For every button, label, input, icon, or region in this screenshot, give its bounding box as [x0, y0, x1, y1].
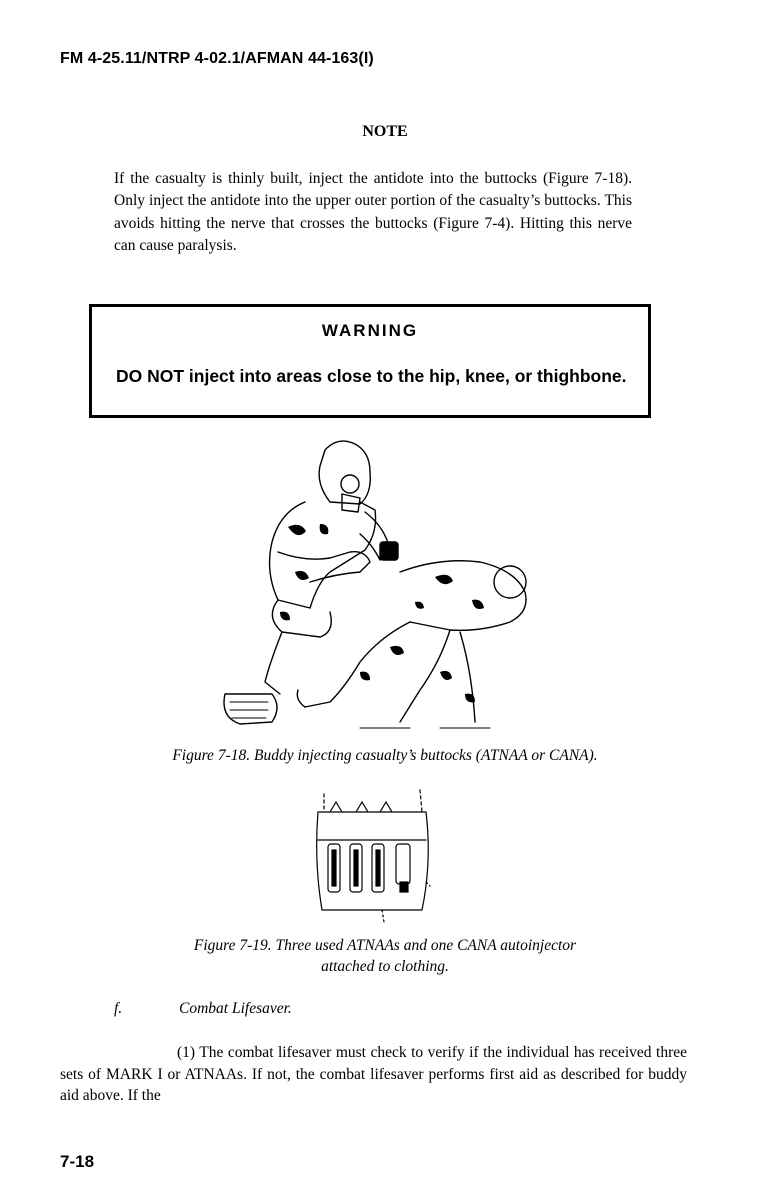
warning-box: [89, 304, 651, 418]
autoinjectors-on-clothing-illustration: [310, 782, 435, 927]
figure-7-19-caption-line2: attached to clothing.: [321, 958, 449, 975]
warning-title: WARNING: [321, 321, 419, 340]
document-header: FM 4-25.11/NTRP 4-02.1/AFMAN 44-163(I): [60, 50, 374, 67]
figure-7-19-caption: [0, 935, 770, 977]
note-body: If the casualty is thinly built, inject the antidote into the buttocks (Figure 7-18). Only inject the antidote into the upper outer portion of the casualty’s buttocks. This avoids hitting the nerve that crosses the buttocks (Figure 7-4). Hitting this nerve can cause paralysis.: [114, 170, 632, 255]
page-number: 7-18: [60, 1152, 95, 1171]
figure-7-18-caption: Figure 7-18. Buddy injecting casualty’s buttocks (ATNAA or CANA).: [172, 747, 598, 764]
warning-text: DO NOT inject into areas close to the hip, knee, or thighbone.: [116, 366, 627, 386]
section-f-heading: [114, 1000, 292, 1018]
paragraph-1: (1) The combat lifesaver must check to verify if the individual has received three sets of MARK I or ATNAAs. If not, the combat lifesaver performs first aid as described for buddy aid above. If the: [60, 1044, 687, 1104]
section-f-title: Combat Lifesaver.: [179, 1000, 292, 1017]
figure-7-19-caption-line1: Figure 7-19. Three used ATNAAs and one CANA autoinjector: [193, 937, 577, 954]
note-title: NOTE: [362, 123, 408, 140]
section-f-letter: f.: [114, 1000, 123, 1017]
buddy-injection-illustration: [210, 432, 555, 732]
